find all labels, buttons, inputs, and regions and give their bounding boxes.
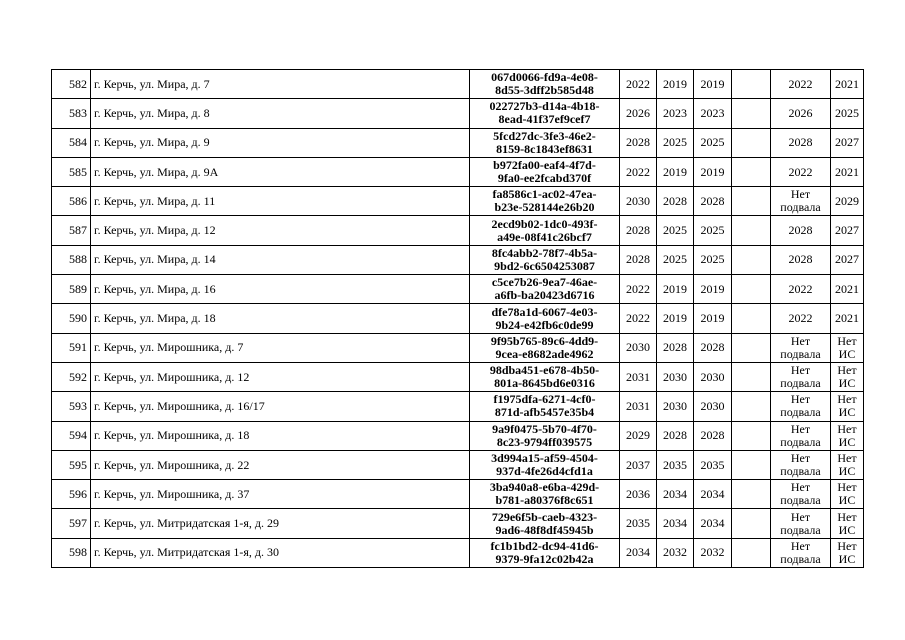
year-cell-2: 2030 (657, 392, 694, 421)
guid-line-2: 8159-8c1843ef8631 (496, 141, 593, 156)
guid-line-1: dfe78a1d-6067-4e03- (491, 304, 598, 319)
table-row (52, 304, 864, 333)
is-cell (831, 70, 864, 99)
year-cell-2: 2025 (657, 216, 694, 245)
basement-line-1: 2028 (788, 223, 813, 238)
empty-cell (732, 245, 771, 274)
basement-line-2: подвала (780, 346, 821, 361)
empty-cell (732, 304, 771, 333)
is-line-1: Нет (837, 392, 857, 407)
table-row (52, 99, 864, 128)
registry-table-body (52, 70, 864, 568)
year-cell-1: 2030 (620, 333, 657, 362)
year-cell-1: 2022 (620, 304, 657, 333)
year-cell-1: 2028 (620, 128, 657, 157)
year-cell-1: 2037 (620, 450, 657, 479)
is-cell (831, 245, 864, 274)
is-line-1: 2021 (835, 311, 859, 326)
is-line-2: ИС (838, 405, 856, 420)
is-line-2: ИС (838, 551, 856, 566)
year-cell-2: 2025 (657, 128, 694, 157)
row-number: 598 (52, 538, 91, 567)
table-row (52, 275, 864, 304)
is-line-1: 2027 (835, 135, 859, 150)
year-cell-3: 2019 (694, 70, 732, 99)
guid-cell (470, 99, 620, 128)
is-line-1: Нет (837, 333, 857, 348)
guid-line-2: 9bd2-6c6504253087 (494, 258, 595, 273)
row-number: 590 (52, 304, 91, 333)
year-cell-2: 2034 (657, 509, 694, 538)
guid-cell (470, 70, 620, 99)
row-number: 591 (52, 333, 91, 362)
table-row (52, 509, 864, 538)
basement-cell (771, 304, 831, 333)
basement-line-1: Нет (790, 480, 811, 495)
basement-cell (771, 187, 831, 216)
address-cell: г. Керчь, ул. Мира, д. 9 (91, 128, 470, 157)
basement-line-1: Нет (790, 509, 811, 524)
year-cell-3: 2019 (694, 304, 732, 333)
row-number: 587 (52, 216, 91, 245)
row-number: 593 (52, 392, 91, 421)
guid-line-1: 729e6f5b-caeb-4323- (491, 509, 598, 524)
year-cell-1: 2031 (620, 392, 657, 421)
basement-line-1: Нет (790, 451, 811, 465)
row-number: 589 (52, 275, 91, 304)
table-row (52, 70, 864, 99)
empty-cell (732, 333, 771, 362)
basement-line-1: 2028 (788, 135, 813, 150)
guid-line-2: a6fb-ba20423d6716 (494, 288, 595, 303)
table-row (52, 333, 864, 362)
year-cell-3: 2025 (694, 216, 732, 245)
year-cell-3: 2035 (694, 450, 732, 479)
basement-cell (771, 275, 831, 304)
guid-line-1: c5ce7b26-9ea7-46ae- (491, 275, 598, 290)
year-cell-3: 2030 (694, 392, 732, 421)
year-cell-2: 2034 (657, 480, 694, 509)
guid-line-1: fc1b1bd2-dc94-41d6- (490, 538, 599, 553)
guid-line-1: 3ba940a8-e6ba-429d- (489, 480, 600, 495)
year-cell-1: 2022 (620, 157, 657, 186)
year-cell-1: 2026 (620, 99, 657, 128)
year-cell-1: 2031 (620, 362, 657, 391)
basement-cell (771, 392, 831, 421)
address-cell: г. Керчь, ул. Мирошника, д. 37 (91, 480, 470, 509)
address-cell: г. Керчь, ул. Мирошника, д. 12 (91, 362, 470, 391)
is-line-2: ИС (838, 464, 856, 478)
is-cell (831, 480, 864, 509)
basement-cell (771, 245, 831, 274)
guid-line-1: 5fcd27dc-3fe3-46e2- (493, 128, 596, 143)
is-line-1: 2025 (835, 105, 859, 120)
is-cell (831, 99, 864, 128)
year-cell-1: 2022 (620, 70, 657, 99)
is-line-1: Нет (837, 538, 857, 553)
guid-cell (470, 362, 620, 391)
address-cell: г. Керчь, ул. Мира, д. 18 (91, 304, 470, 333)
address-cell: г. Керчь, ул. Мирошника, д. 18 (91, 421, 470, 450)
guid-cell (470, 392, 620, 421)
table-row (52, 480, 864, 509)
basement-cell (771, 128, 831, 157)
guid-cell (470, 304, 620, 333)
basement-line-1: Нет (790, 363, 811, 378)
address-cell: г. Керчь, ул. Мира, д. 14 (91, 245, 470, 274)
year-cell-3: 2032 (694, 538, 732, 567)
basement-cell (771, 480, 831, 509)
empty-cell (732, 187, 771, 216)
address-cell: г. Керчь, ул. Мира, д. 9А (91, 157, 470, 186)
is-line-1: 2021 (835, 281, 859, 296)
is-cell (831, 362, 864, 391)
row-number: 595 (52, 450, 91, 479)
is-line-1: 2029 (835, 193, 859, 208)
is-cell (831, 333, 864, 362)
guid-line-1: 9f95b765-89c6-4dd9- (490, 333, 599, 348)
is-line-1: Нет (837, 363, 857, 378)
is-cell (831, 392, 864, 421)
basement-line-1: 2026 (788, 105, 813, 120)
basement-cell (771, 99, 831, 128)
empty-cell (732, 157, 771, 186)
is-line-1: 2027 (835, 223, 859, 238)
is-cell (831, 509, 864, 538)
empty-cell (732, 538, 771, 567)
guid-cell (470, 450, 620, 479)
is-line-1: 2021 (835, 76, 859, 91)
basement-line-2: подвала (780, 405, 821, 420)
year-cell-2: 2019 (657, 70, 694, 99)
basement-cell (771, 157, 831, 186)
year-cell-2: 2028 (657, 333, 694, 362)
is-cell (831, 538, 864, 567)
is-line-1: 2021 (835, 164, 859, 179)
is-line-2: ИС (838, 346, 856, 361)
year-cell-3: 2025 (694, 245, 732, 274)
is-line-1: Нет (837, 421, 857, 436)
year-cell-1: 2029 (620, 421, 657, 450)
guid-line-1: b972fa00-eaf4-4f7d- (493, 158, 596, 173)
empty-cell (732, 99, 771, 128)
guid-line-1: 3d994a15-af59-4504- (491, 451, 598, 465)
guid-cell (470, 187, 620, 216)
row-number: 597 (52, 509, 91, 538)
year-cell-2: 2028 (657, 421, 694, 450)
guid-cell (470, 421, 620, 450)
year-cell-1: 2028 (620, 245, 657, 274)
basement-cell (771, 216, 831, 245)
row-number: 596 (52, 480, 91, 509)
row-number: 582 (52, 70, 91, 99)
basement-line-2: подвала (780, 200, 821, 215)
guid-line-2: 801a-8645bd6e0316 (494, 376, 595, 391)
year-cell-3: 2034 (694, 509, 732, 538)
guid-line-1: 067d0066-fd9a-4e08- (491, 70, 598, 85)
guid-line-2: 937d-4fe26d4cfd1a (496, 464, 593, 478)
address-cell: г. Керчь, ул. Митридатская 1-я, д. 29 (91, 509, 470, 538)
is-line-1: Нет (837, 480, 857, 495)
guid-line-2: 9b24-e42fb6c0de99 (495, 317, 594, 332)
address-cell: г. Керчь, ул. Мира, д. 8 (91, 99, 470, 128)
guid-line-1: 8fc4abb2-78f7-4b5a- (491, 245, 598, 260)
guid-cell (470, 509, 620, 538)
guid-line-2: 9ad6-48f8df45945b (495, 522, 594, 537)
is-cell (831, 216, 864, 245)
guid-cell (470, 275, 620, 304)
is-cell (831, 187, 864, 216)
guid-line-1: fa8586c1-ac02-47ea- (492, 187, 597, 202)
year-cell-2: 2032 (657, 538, 694, 567)
basement-line-2: подвала (780, 376, 821, 391)
year-cell-3: 2034 (694, 480, 732, 509)
guid-line-1: f1975dfa-6271-4cf0- (493, 392, 596, 407)
guid-line-2: 9379-9fa12c02b42a (495, 551, 594, 566)
table-row (52, 216, 864, 245)
year-cell-2: 2030 (657, 362, 694, 391)
registry-table (51, 69, 864, 568)
is-cell (831, 157, 864, 186)
year-cell-1: 2030 (620, 187, 657, 216)
is-line-1: Нет (837, 451, 857, 465)
basement-line-1: Нет (790, 421, 811, 436)
guid-cell (470, 216, 620, 245)
empty-cell (732, 450, 771, 479)
is-cell (831, 304, 864, 333)
guid-line-2: 9fa0-ee2fcabd370f (497, 171, 592, 186)
row-number: 588 (52, 245, 91, 274)
address-cell: г. Керчь, ул. Мирошника, д. 7 (91, 333, 470, 362)
guid-line-1: 9a9f0475-5b70-4f70- (492, 421, 597, 436)
basement-cell (771, 333, 831, 362)
year-cell-1: 2035 (620, 509, 657, 538)
is-line-2: ИС (838, 522, 856, 537)
basement-line-2: подвала (780, 522, 821, 537)
address-cell: г. Керчь, ул. Мира, д. 12 (91, 216, 470, 245)
year-cell-3: 2019 (694, 275, 732, 304)
guid-line-2: 8c23-9794ff039575 (496, 434, 593, 449)
year-cell-2: 2023 (657, 99, 694, 128)
basement-cell (771, 538, 831, 567)
guid-cell (470, 480, 620, 509)
table-row (52, 157, 864, 186)
year-cell-2: 2019 (657, 304, 694, 333)
address-cell: г. Керчь, ул. Митридатская 1-я, д. 30 (91, 538, 470, 567)
year-cell-3: 2030 (694, 362, 732, 391)
is-line-2: ИС (838, 376, 856, 391)
row-number: 585 (52, 157, 91, 186)
row-number: 594 (52, 421, 91, 450)
basement-line-1: Нет (790, 187, 811, 202)
is-line-2: ИС (838, 493, 856, 508)
basement-line-1: Нет (790, 538, 811, 553)
row-number: 583 (52, 99, 91, 128)
empty-cell (732, 480, 771, 509)
year-cell-3: 2028 (694, 421, 732, 450)
guid-line-1: 98dba451-e678-4b50- (489, 363, 600, 378)
table-row (52, 362, 864, 391)
basement-line-2: подвала (780, 434, 821, 449)
guid-cell (470, 157, 620, 186)
guid-line-2: b23e-528144e26b20 (494, 200, 595, 215)
basement-line-1: 2028 (788, 252, 813, 267)
table-row (52, 128, 864, 157)
row-number: 584 (52, 128, 91, 157)
row-number: 592 (52, 362, 91, 391)
year-cell-2: 2019 (657, 157, 694, 186)
year-cell-1: 2036 (620, 480, 657, 509)
table-row (52, 187, 864, 216)
guid-cell (470, 245, 620, 274)
guid-line-2: b781-a80376f8c651 (495, 493, 594, 508)
guid-line-2: a49e-08f41c26bcf7 (497, 229, 592, 244)
basement-cell (771, 362, 831, 391)
guid-cell (470, 128, 620, 157)
year-cell-3: 2028 (694, 333, 732, 362)
is-cell (831, 128, 864, 157)
address-cell: г. Керчь, ул. Мира, д. 11 (91, 187, 470, 216)
empty-cell (732, 392, 771, 421)
table-row (52, 450, 864, 479)
year-cell-2: 2019 (657, 275, 694, 304)
basement-line-1: Нет (790, 333, 811, 348)
address-cell: г. Керчь, ул. Мира, д. 16 (91, 275, 470, 304)
year-cell-1: 2034 (620, 538, 657, 567)
basement-line-1: 2022 (788, 76, 813, 91)
table-row (52, 245, 864, 274)
is-line-2: ИС (838, 434, 856, 449)
guid-line-2: 8d55-3dff2b585d48 (495, 83, 594, 98)
row-number: 586 (52, 187, 91, 216)
guid-cell (470, 538, 620, 567)
basement-cell (771, 450, 831, 479)
table-row (52, 392, 864, 421)
is-line-1: 2027 (835, 252, 859, 267)
address-cell: г. Керчь, ул. Мирошника, д. 16/17 (91, 392, 470, 421)
table-row (52, 538, 864, 567)
empty-cell (732, 362, 771, 391)
year-cell-3: 2025 (694, 128, 732, 157)
guid-line-1: 2ecd9b02-1dc0-493f- (491, 216, 598, 231)
table-row (52, 421, 864, 450)
year-cell-3: 2023 (694, 99, 732, 128)
basement-line-2: подвала (780, 493, 821, 508)
year-cell-1: 2028 (620, 216, 657, 245)
basement-line-1: 2022 (788, 281, 813, 296)
address-cell: г. Керчь, ул. Мирошника, д. 22 (91, 450, 470, 479)
is-cell (831, 450, 864, 479)
year-cell-1: 2022 (620, 275, 657, 304)
year-cell-2: 2035 (657, 450, 694, 479)
guid-line-2: 8ead-41f37ef9cef7 (498, 112, 591, 127)
empty-cell (732, 70, 771, 99)
basement-line-1: 2022 (788, 311, 813, 326)
basement-cell (771, 70, 831, 99)
year-cell-3: 2019 (694, 157, 732, 186)
empty-cell (732, 216, 771, 245)
basement-cell (771, 421, 831, 450)
empty-cell (732, 128, 771, 157)
year-cell-3: 2028 (694, 187, 732, 216)
address-cell: г. Керчь, ул. Мира, д. 7 (91, 70, 470, 99)
year-cell-2: 2028 (657, 187, 694, 216)
empty-cell (732, 509, 771, 538)
is-cell (831, 421, 864, 450)
guid-line-2: 9cea-e8682ade4962 (495, 346, 594, 361)
guid-cell (470, 333, 620, 362)
basement-line-2: подвала (780, 464, 821, 478)
empty-cell (732, 421, 771, 450)
year-cell-2: 2025 (657, 245, 694, 274)
guid-line-2: 871d-afb5457e35b4 (494, 405, 595, 420)
basement-cell (771, 509, 831, 538)
is-cell (831, 275, 864, 304)
guid-line-1: 022727b3-d14a-4b18- (489, 99, 600, 114)
empty-cell (732, 275, 771, 304)
basement-line-1: Нет (790, 392, 811, 407)
is-line-1: Нет (837, 509, 857, 524)
basement-line-1: 2022 (788, 164, 813, 179)
basement-line-2: подвала (780, 551, 821, 566)
